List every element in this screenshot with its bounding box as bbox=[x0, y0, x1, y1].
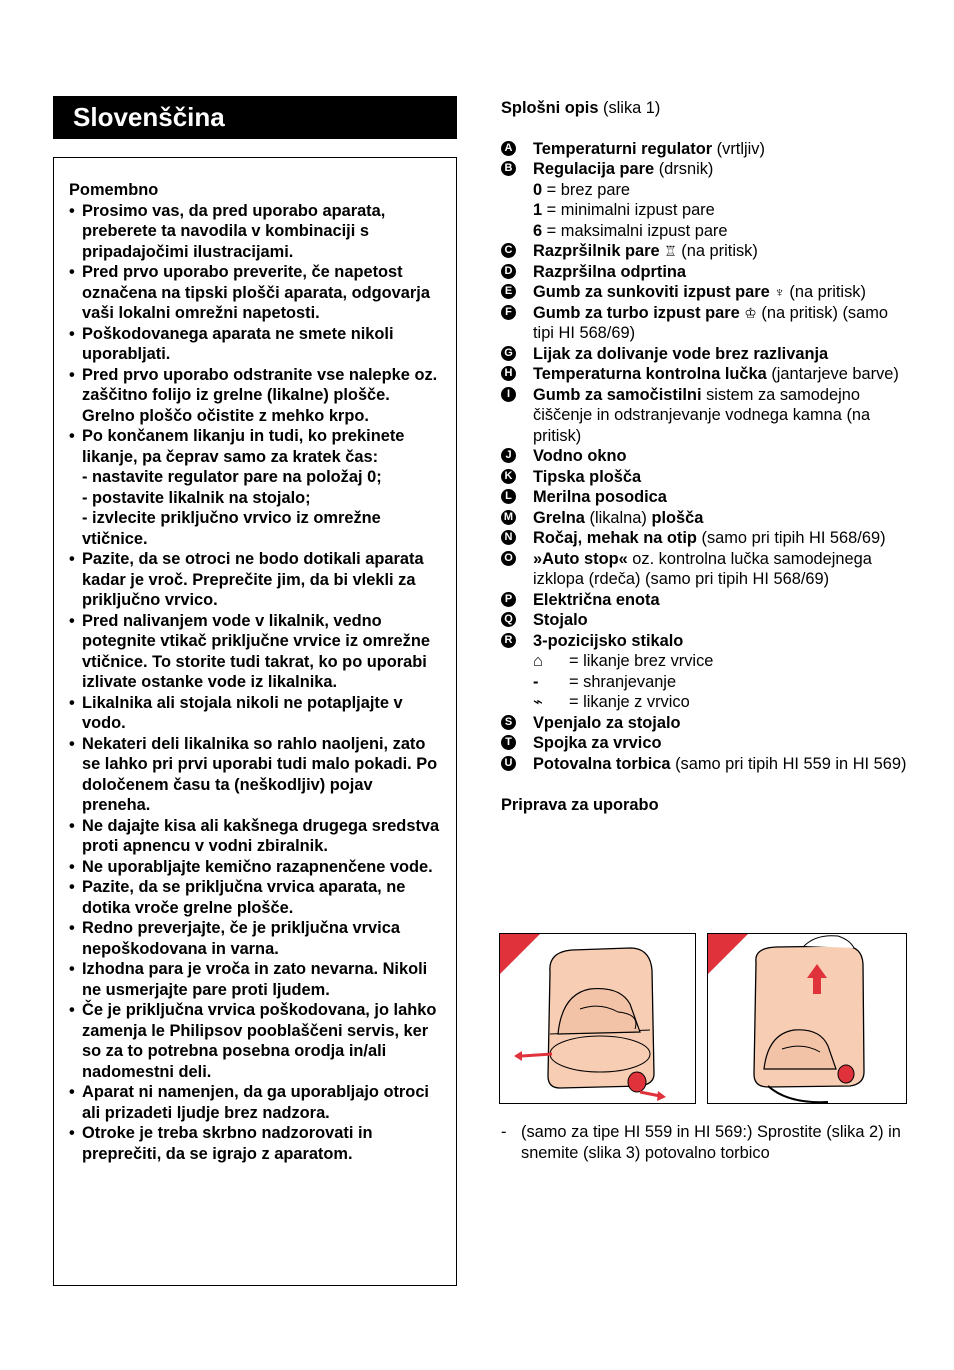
letter-badge: S bbox=[501, 715, 516, 730]
part-item: D Razpršilna odprtina bbox=[501, 262, 911, 283]
description-heading: Splošni opis (slika 1) bbox=[501, 99, 661, 117]
preparation-heading: Priprava za uporabo bbox=[501, 796, 659, 814]
warning-heading: Pomembno bbox=[69, 181, 159, 199]
letter-badge: I bbox=[501, 387, 516, 402]
part-item: T Spojka za vrvico bbox=[501, 733, 911, 754]
part-item: M Grelna (likalna) plošča bbox=[501, 508, 911, 529]
part-item: S Vpenjalo za stojalo bbox=[501, 713, 911, 734]
section-title: Slovenščina bbox=[53, 96, 457, 139]
cordless-iron-icon: ⌂ bbox=[533, 652, 543, 670]
letter-badge: M bbox=[501, 510, 516, 525]
part-item: Q Stojalo bbox=[501, 610, 911, 631]
letter-badge: K bbox=[501, 469, 516, 484]
spray-icon: ♖ bbox=[664, 243, 677, 259]
part-item: U Potovalna torbica (samo pri tipih HI 559 in HI 569) bbox=[501, 754, 911, 775]
figures bbox=[499, 933, 907, 1106]
part-item: B Regulacija pare (drsnik) 0 = brez pare 1 = minimalni izpust pare 6 = maksimalni izpust pare bbox=[501, 159, 911, 241]
warning-item: • Likalnika ali stojala nikoli ne potapljajte v vodo. bbox=[69, 693, 442, 734]
letter-badge: P bbox=[501, 592, 516, 607]
warning-list bbox=[69, 201, 442, 1165]
letter-badge: D bbox=[501, 264, 516, 279]
part-item: E Gumb za sunkoviti izpust pare ♆ (na pritisk) bbox=[501, 282, 911, 303]
part-item: F Gumb za turbo izpust pare ♔ (na pritisk) (samo tipi HI 568/69) bbox=[501, 303, 911, 344]
storage-dash: - bbox=[533, 672, 539, 691]
part-item: H Temperaturna kontrolna lučka (jantarjeve barve) bbox=[501, 364, 911, 385]
warning-item: • Pred prvo uporabo preverite, če napetost označena na tipski plošči aparata, odgovarja vaši lokalni omrežni napetosti. bbox=[69, 262, 442, 324]
letter-badge: F bbox=[501, 305, 516, 320]
part-item: K Tipska plošča bbox=[501, 467, 911, 488]
part-item: L Merilna posodica bbox=[501, 487, 911, 508]
steam-level: 0 = brez pare bbox=[533, 180, 631, 199]
part-item: R 3-pozicijsko stikalo ⌂ = likanje brez vrvice - = shranjevanje ⌁ = likanje z vrvico bbox=[501, 631, 911, 713]
letter-badge: H bbox=[501, 366, 516, 381]
part-item: C Razpršilnik pare ♖ (na pritisk) bbox=[501, 241, 911, 262]
corded-iron-icon: ⌁ bbox=[533, 693, 543, 711]
letter-badge: N bbox=[501, 530, 516, 545]
letter-badge: A bbox=[501, 141, 516, 156]
important-warning-box bbox=[53, 157, 457, 1286]
preparation-note: - (samo za tipe HI 559 in HI 569:) Sprostite (slika 2) in snemite (slika 3) potovalno torbico bbox=[501, 1123, 901, 1162]
shot-of-steam-icon: ♆ bbox=[774, 284, 785, 300]
switch-position: ⌁ = likanje z vrvico bbox=[533, 693, 690, 711]
letter-badge: U bbox=[501, 756, 516, 771]
part-item: N Ročaj, mehak na otip (samo pri tipih HI 568/69) bbox=[501, 528, 911, 549]
warning-item: • Pazite, da se otroci ne bodo dotikali aparata kadar je vroč. Preprečite jim, da bi vlekli za priključno vrvico. bbox=[69, 549, 442, 611]
steam-level: 1 = minimalni izpust pare bbox=[533, 201, 715, 219]
letter-badge: T bbox=[501, 735, 516, 750]
warning-item: • Pred prvo uporabo odstranite vse nalepke oz. zaščitno folijo iz grelne (likalne) plošče. Grelno ploščo očistite z mehko krpo. bbox=[69, 365, 442, 427]
warning-item: • Nekateri deli likalnika so rahlo naoljeni, zato se lahko pri prvi uporabi tudi malo pokadi. Po določenem času ta (neškodljiv) pojav preneha. bbox=[69, 734, 442, 816]
part-item: O »Auto stop« oz. kontrolna lučka samodejnega izklopa (rdeča) (samo pri tipih HI 568/69) bbox=[501, 549, 911, 590]
warning-item: • Po končanem likanju in tudi, ko prekinete likanje, pa čeprav samo za kratek čas: - nastavite regulator pare na položaj 0; - postavite likalnik na stojalo; - izvlecite priključno vrvico iz omrežne vtičnice. bbox=[69, 426, 442, 549]
figure-remove-bag bbox=[707, 933, 907, 1104]
warning-item: • Če je priključna vrvica poškodovana, jo lahko zamenja le Philipsov pooblaščeni servis, ker so za to potrebna posebna orodja in/ali nadomestni deli. bbox=[69, 1000, 442, 1082]
warning-item: • Redno preverjajte, če je priključna vrvica nepoškodovana in varna. bbox=[69, 918, 442, 959]
letter-badge: E bbox=[501, 284, 516, 299]
warning-item: • Pazite, da se priključna vrvica aparata, ne dotika vroče grelne plošče. bbox=[69, 877, 442, 918]
letter-badge: L bbox=[501, 489, 516, 504]
letter-badge: G bbox=[501, 346, 516, 361]
warning-item: • Otroke je treba skrbno nadzorovati in preprečiti, da se igrajo z aparatom. bbox=[69, 1123, 442, 1164]
letter-badge: R bbox=[501, 633, 516, 648]
warning-item: • Ne dajajte kisa ali kakšnega drugega sredstva proti apnencu v vodni zbiralnik. bbox=[69, 816, 442, 857]
part-item: A Temperaturni regulator (vrtljiv) bbox=[501, 139, 911, 160]
warning-item: • Poškodovanega aparata ne smete nikoli uporabljati. bbox=[69, 324, 442, 365]
letter-badge: J bbox=[501, 448, 516, 463]
warning-item: • Pred nalivanjem vode v likalnik, vedno potegnite vtikač priključne vrvice iz omrežne vtičnice. To storite tudi takrat, ko po uporabi izlivate ostanke vode iz likalnika. bbox=[69, 611, 442, 693]
part-item: P Električna enota bbox=[501, 590, 911, 611]
figure-release-bag bbox=[499, 933, 696, 1104]
warning-item: • Prosimo vas, da pred uporabo aparata, preberete ta navodila v kombinaciji s pripadajočimi ilustracijami. bbox=[69, 201, 442, 263]
general-description bbox=[501, 98, 911, 816]
part-item: G Lijak za dolivanje vode brez razlivanja bbox=[501, 344, 911, 365]
part-item: I Gumb za samočistilni sistem za samodejno čiščenje in odstranjevanje vodnega kamna (na pritisk) bbox=[501, 385, 911, 447]
letter-badge: Q bbox=[501, 612, 516, 627]
parts-list bbox=[501, 139, 911, 775]
warning-item: • Izhodna para je vroča in zato nevarna. Nikoli ne usmerjajte pare proti ljudem. bbox=[69, 959, 442, 1000]
part-item: J Vodno okno bbox=[501, 446, 911, 467]
letter-badge: O bbox=[501, 551, 516, 566]
letter-badge: C bbox=[501, 243, 516, 258]
letter-badge: B bbox=[501, 161, 516, 176]
turbo-steam-icon: ♔ bbox=[744, 304, 757, 321]
steam-level: 6 = maksimalni izpust pare bbox=[533, 221, 728, 240]
switch-position: ⌂ = likanje brez vrvice bbox=[533, 652, 714, 670]
warning-item: • Ne uporabljajte kemično razapnenčene vode. bbox=[69, 857, 442, 878]
switch-position: - = shranjevanje bbox=[533, 672, 677, 691]
warning-item: • Aparat ni namenjen, da ga uporabljajo otroci ali prizadeti ljudje brez nadzora. bbox=[69, 1082, 442, 1123]
